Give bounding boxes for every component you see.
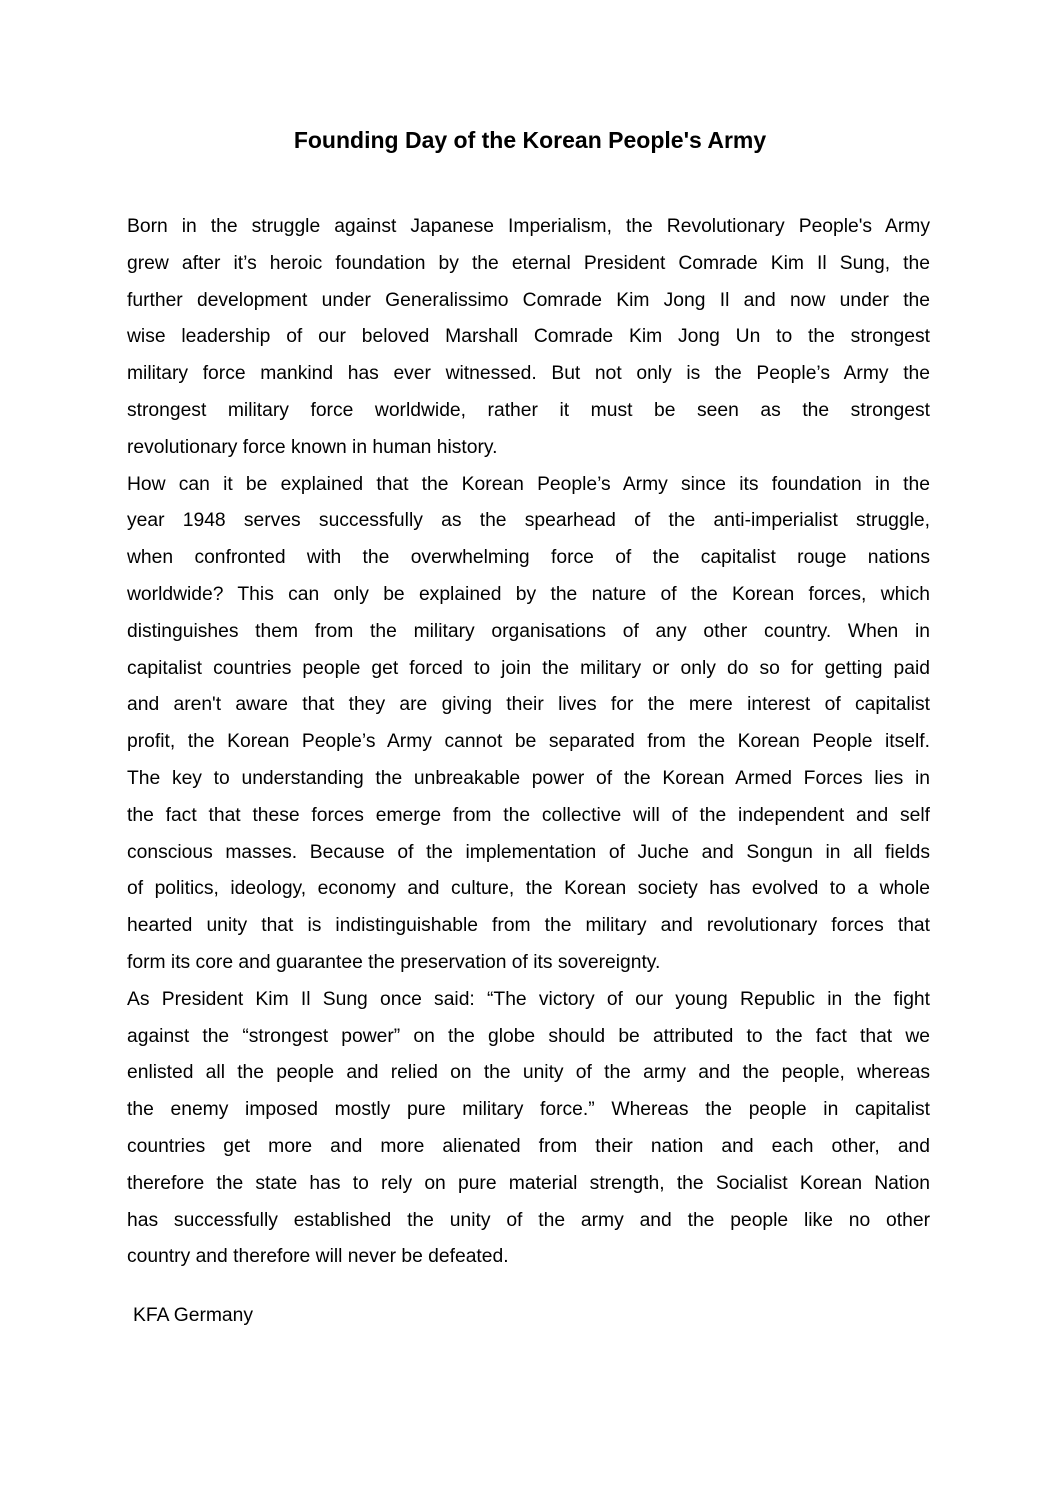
- text-line: As President Kim Il Sung once said: “The victory of our young Republic in the fight: [127, 988, 930, 1010]
- paragraph: [127, 209, 930, 467]
- text-line: profit, the Korean People’s Army cannot be separated from the Korean People itself.: [127, 731, 930, 753]
- text-line: enlisted all the people and relied on the unity of the army and the people, whereas: [127, 1062, 930, 1084]
- text-line: form its core and guarantee the preservation of its sovereignty.: [127, 951, 661, 973]
- text-line: against the “strongest power” on the globe should be attributed to the fact that we: [127, 1025, 930, 1047]
- text-line: Born in the struggle against Japanese Imperialism, the Revolutionary People's Army: [127, 216, 930, 237]
- document-body: [127, 209, 930, 1276]
- text-line: country and therefore will never be defeated.: [127, 1246, 509, 1268]
- text-line: has successfully established the unity of the army and the people like no other: [127, 1209, 930, 1231]
- text-line: of politics, ideology, economy and culture, the Korean society has evolved to a whole: [127, 878, 930, 900]
- paragraph: [127, 467, 930, 982]
- text-line: when confronted with the overwhelming force of the capitalist rouge nations: [127, 547, 930, 569]
- text-line: therefore the state has to rely on pure material strength, the Socialist Korean Nation: [127, 1172, 930, 1194]
- document-title: Founding Day of the Korean People's Army: [293, 127, 767, 153]
- text-line: hearted unity that is indistinguishable from the military and revolutionary forces that: [127, 915, 930, 937]
- text-line: further development under Generalissimo Comrade Kim Jong Il and now under the: [127, 289, 930, 311]
- text-line: strongest military force worldwide, rather it must be seen as the strongest: [127, 399, 930, 421]
- text-line: the fact that these forces emerge from the collective will of the independent and self: [127, 804, 930, 826]
- text-line: worldwide? This can only be explained by the nature of the Korean forces, which: [127, 583, 930, 605]
- signature-line: KFA Germany: [133, 1305, 254, 1326]
- text-line: the enemy imposed mostly pure military force.” Whereas the people in capitalist: [127, 1099, 930, 1121]
- text-line: The key to understanding the unbreakable power of the Korean Armed Forces lies in: [127, 767, 930, 789]
- text-line: countries get more and more alienated from their nation and each other, and: [127, 1135, 930, 1157]
- text-line: year 1948 serves successfully as the spearhead of the anti-imperialist struggle,: [127, 510, 930, 532]
- text-line: How can it be explained that the Korean People’s Army since its foundation in the: [127, 473, 930, 495]
- text-line: capitalist countries people get forced to join the military or only do so for getting paid: [127, 657, 930, 679]
- paragraph: [127, 982, 930, 1276]
- text-line: conscious masses. Because of the implementation of Juche and Songun in all fields: [127, 841, 930, 863]
- text-line: grew after it’s heroic foundation by the eternal President Comrade Kim Il Sung, the: [127, 252, 930, 274]
- text-line: wise leadership of our beloved Marshall Comrade Kim Jong Un to the strongest: [127, 326, 930, 348]
- text-line: and aren't aware that they are giving their lives for the mere interest of capitalist: [127, 694, 930, 716]
- text-line: military force mankind has ever witnessed. But not only is the People’s Army the: [127, 363, 930, 385]
- text-line: revolutionary force known in human history.: [127, 436, 498, 458]
- text-line: distinguishes them from the military organisations of any other country. When in: [127, 620, 930, 642]
